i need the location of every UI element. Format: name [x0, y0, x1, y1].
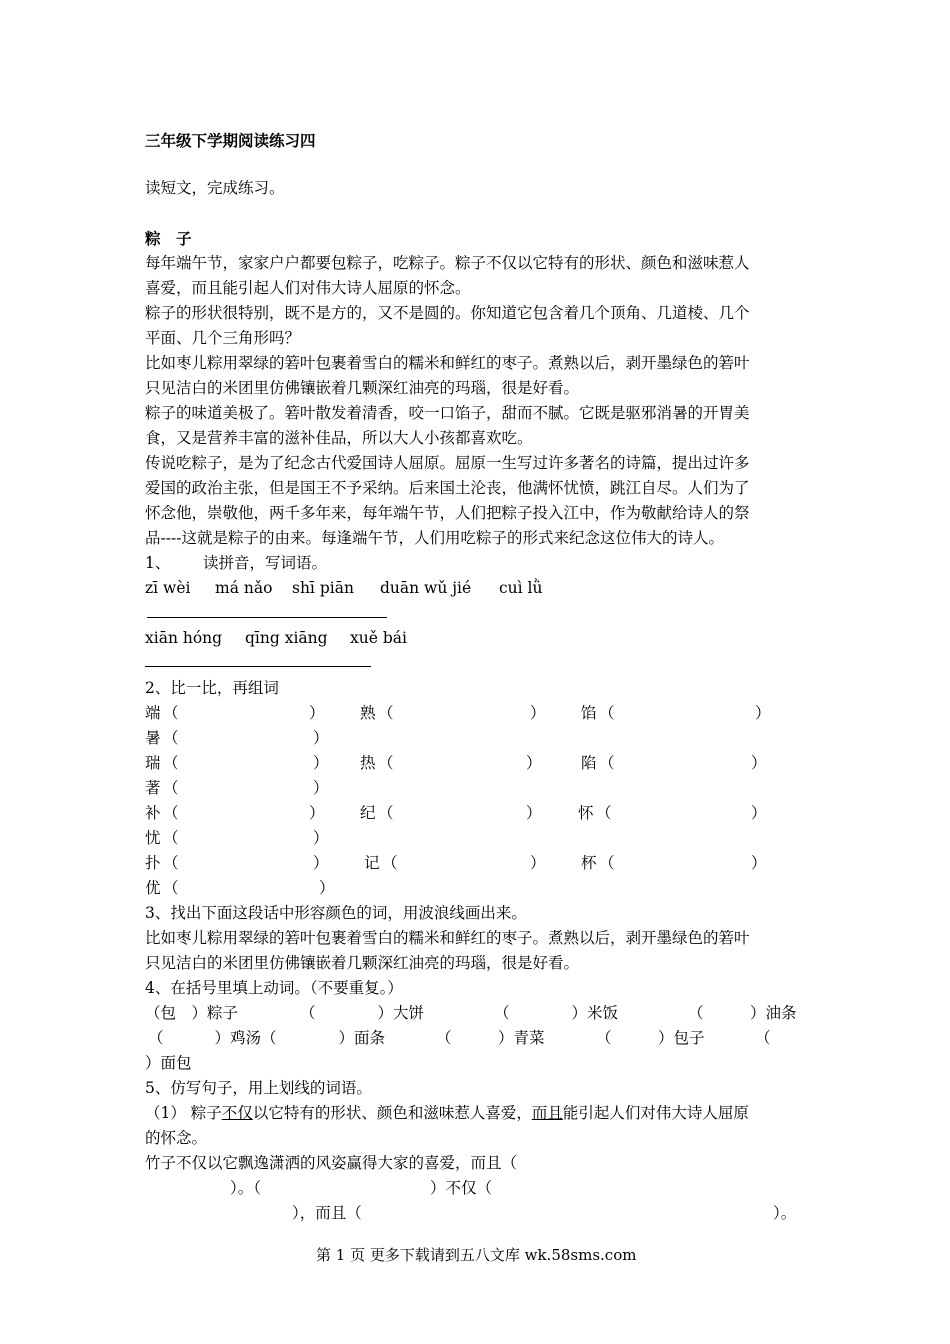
- close-paren: ）: [526, 754, 542, 772]
- open-paren: （: [378, 754, 394, 772]
- q3-title: 3、找出下面这段话中形容颜色的词，用波浪线画出来。: [145, 904, 527, 922]
- passage-line: 每年端午节，家家户户都要包粽子，吃粽子。粽子不仅以它特有的形状、颜色和滋味惹人: [145, 254, 750, 272]
- q3-line: 只见洁白的米团里仿佛镶嵌着几颗深红油亮的玛瑙，很是好看。: [145, 954, 580, 972]
- q1-title: 读拼音，写词语。: [203, 554, 328, 572]
- q4-item: （包 ）粽子: [145, 1004, 239, 1022]
- char: 热: [360, 754, 376, 772]
- q4-item: （ ）米饭: [494, 1004, 619, 1022]
- open-paren: （: [382, 854, 398, 872]
- answer-line[interactable]: [147, 617, 387, 618]
- pinyin: shī piān: [292, 579, 354, 597]
- pinyin: má nǎo: [215, 579, 273, 597]
- q4-item: （: [755, 1029, 771, 1047]
- q4-item: ）面包: [145, 1054, 192, 1072]
- q2-title: 2、比一比，再组词: [145, 679, 279, 697]
- q4-item: （ ）大饼: [300, 1004, 425, 1022]
- q4-item: ）鸡汤（: [168, 1029, 277, 1047]
- char: 熟: [360, 704, 376, 722]
- q5-mid: 以它特有的形状、颜色和滋味惹人喜爱，: [252, 1104, 532, 1122]
- pinyin: xuě bái: [350, 629, 407, 647]
- passage-line: 传说吃粽子，是为了纪念古代爱国诗人屈原。屈原一生写过许多著名的诗篇，提出过许多: [145, 454, 750, 472]
- open-paren: （: [596, 804, 612, 822]
- char: 端: [145, 704, 161, 722]
- close-paren: ）: [309, 804, 325, 822]
- char: 暑: [145, 729, 161, 747]
- open-paren: （: [163, 729, 179, 747]
- passage-line: 只见洁白的米团里仿佛镶嵌着几颗深红油亮的玛瑙，很是好看。: [145, 379, 580, 397]
- passage-heading: 粽 子: [145, 229, 192, 248]
- close-paren: ）: [751, 754, 767, 772]
- answer-line[interactable]: [145, 666, 371, 667]
- char: 馅: [581, 704, 597, 722]
- char: 扑: [145, 854, 161, 872]
- open-paren: （: [378, 804, 394, 822]
- pinyin: zī wèi: [145, 579, 191, 597]
- page-footer: 第 1 页 更多下载请到五八文库 wk.58sms.com: [316, 1246, 637, 1264]
- q4-item: （ ）青菜: [436, 1029, 545, 1047]
- close-paren: ）: [530, 854, 546, 872]
- char: 著: [145, 779, 161, 797]
- close-paren: ）: [530, 704, 546, 722]
- pinyin: duān wǔ jié: [380, 579, 472, 597]
- passage-line: 爱国的政治主张，但是国王不予采纳。后来国土沦丧，他满怀忧愤，跳江自尽。人们为了: [145, 479, 750, 497]
- q4-title: 4、在括号里填上动词。（不要重复。）: [145, 979, 403, 997]
- q5-practice: 竹子不仅以它飘逸潇洒的风姿赢得大家的喜爱，而且（: [145, 1154, 518, 1172]
- open-paren: （: [163, 854, 179, 872]
- close-paren: ）: [319, 879, 335, 897]
- close-paren: ）: [313, 829, 329, 847]
- close-paren: ）: [313, 729, 329, 747]
- q5-blank: ）。: [773, 1204, 797, 1222]
- char: 记: [364, 854, 380, 872]
- close-paren: ）: [751, 804, 767, 822]
- underlined-word: 而且: [531, 1104, 563, 1122]
- q4-item: （ ）包子: [596, 1029, 705, 1047]
- q4-item: （: [148, 1029, 164, 1047]
- q4-item: ）面条: [292, 1029, 386, 1047]
- q5-title: 5、仿写句子，用上划线的词语。: [145, 1079, 372, 1097]
- open-paren: （: [599, 854, 615, 872]
- open-paren: （: [599, 704, 615, 722]
- char: 忧: [145, 829, 161, 847]
- passage-line: 喜爱，而且能引起人们对伟大诗人屈原的怀念。: [145, 279, 471, 297]
- open-paren: （: [378, 704, 394, 722]
- close-paren: ）: [309, 704, 325, 722]
- char: 补: [145, 804, 161, 822]
- open-paren: （: [163, 829, 179, 847]
- passage-line: 品----这就是粽子的由来。每逢端午节，人们用吃粽子的形式来纪念这位伟大的诗人。: [145, 529, 724, 547]
- q4-item: （ ）油条: [688, 1004, 797, 1022]
- close-paren: ）: [313, 779, 329, 797]
- instruction: 读短文，完成练习。: [145, 179, 285, 197]
- passage-line: 比如枣儿粽用翠绿的箬叶包裹着雪白的糯米和鲜红的枣子。煮熟以后，剥开墨绿色的箬叶: [145, 354, 750, 372]
- char: 杯: [581, 854, 597, 872]
- passage-line: 粽子的形状很特别，既不是方的，又不是圆的。你知道它包含着几个顶角、几道棱、几个: [145, 304, 750, 322]
- close-paren: ）: [526, 804, 542, 822]
- open-paren: （: [599, 754, 615, 772]
- q5-blank: ）。（: [230, 1179, 262, 1197]
- q5-blank: ）不仅（: [430, 1179, 493, 1197]
- char: 优: [145, 879, 161, 897]
- passage-line: 食，又是营养丰富的滋补佳品，所以大人小孩都喜欢吃。: [145, 429, 533, 447]
- pinyin: qīng xiāng: [245, 629, 328, 647]
- close-paren: ）: [755, 704, 771, 722]
- page-title: 三年级下学期阅读练习四: [145, 131, 316, 150]
- q5-blank: ），而且（: [292, 1204, 362, 1222]
- underlined-word: 不仅: [221, 1104, 253, 1122]
- char: 陷: [581, 754, 597, 772]
- char: 怀: [578, 804, 594, 822]
- close-paren: ）: [313, 754, 329, 772]
- passage-line: 平面、几个三角形吗？: [145, 329, 301, 347]
- q5-sentence: [145, 1101, 749, 1126]
- q5-sentence-end: 的怀念。: [145, 1129, 208, 1147]
- pinyin: xiān hóng: [145, 629, 223, 647]
- passage-line: 怀念他，崇敬他，两千多年来，每年端午节，人们把粽子投入江中，作为敬献给诗人的祭: [145, 504, 750, 522]
- q1-number: 1、: [145, 554, 171, 572]
- close-paren: ）: [313, 854, 329, 872]
- open-paren: （: [163, 704, 179, 722]
- char: 纪: [360, 804, 376, 822]
- close-paren: ）: [751, 854, 767, 872]
- open-paren: （: [163, 779, 179, 797]
- pinyin: cuì lǜ: [499, 579, 543, 597]
- open-paren: （: [163, 754, 179, 772]
- char: 瑞: [145, 754, 161, 772]
- open-paren: （: [163, 879, 179, 897]
- passage-line: 粽子的味道美极了。箬叶散发着清香，咬一口馅子，甜而不腻。它既是驱邪消暑的开胃美: [145, 404, 750, 422]
- q5-suffix: 能引起人们对伟大诗人屈原: [562, 1104, 749, 1122]
- q3-line: 比如枣儿粽用翠绿的箬叶包裹着雪白的糯米和鲜红的枣子。煮熟以后，剥开墨绿色的箬叶: [145, 929, 750, 947]
- open-paren: （: [163, 804, 179, 822]
- q5-prefix: （1） 粽子: [145, 1104, 222, 1122]
